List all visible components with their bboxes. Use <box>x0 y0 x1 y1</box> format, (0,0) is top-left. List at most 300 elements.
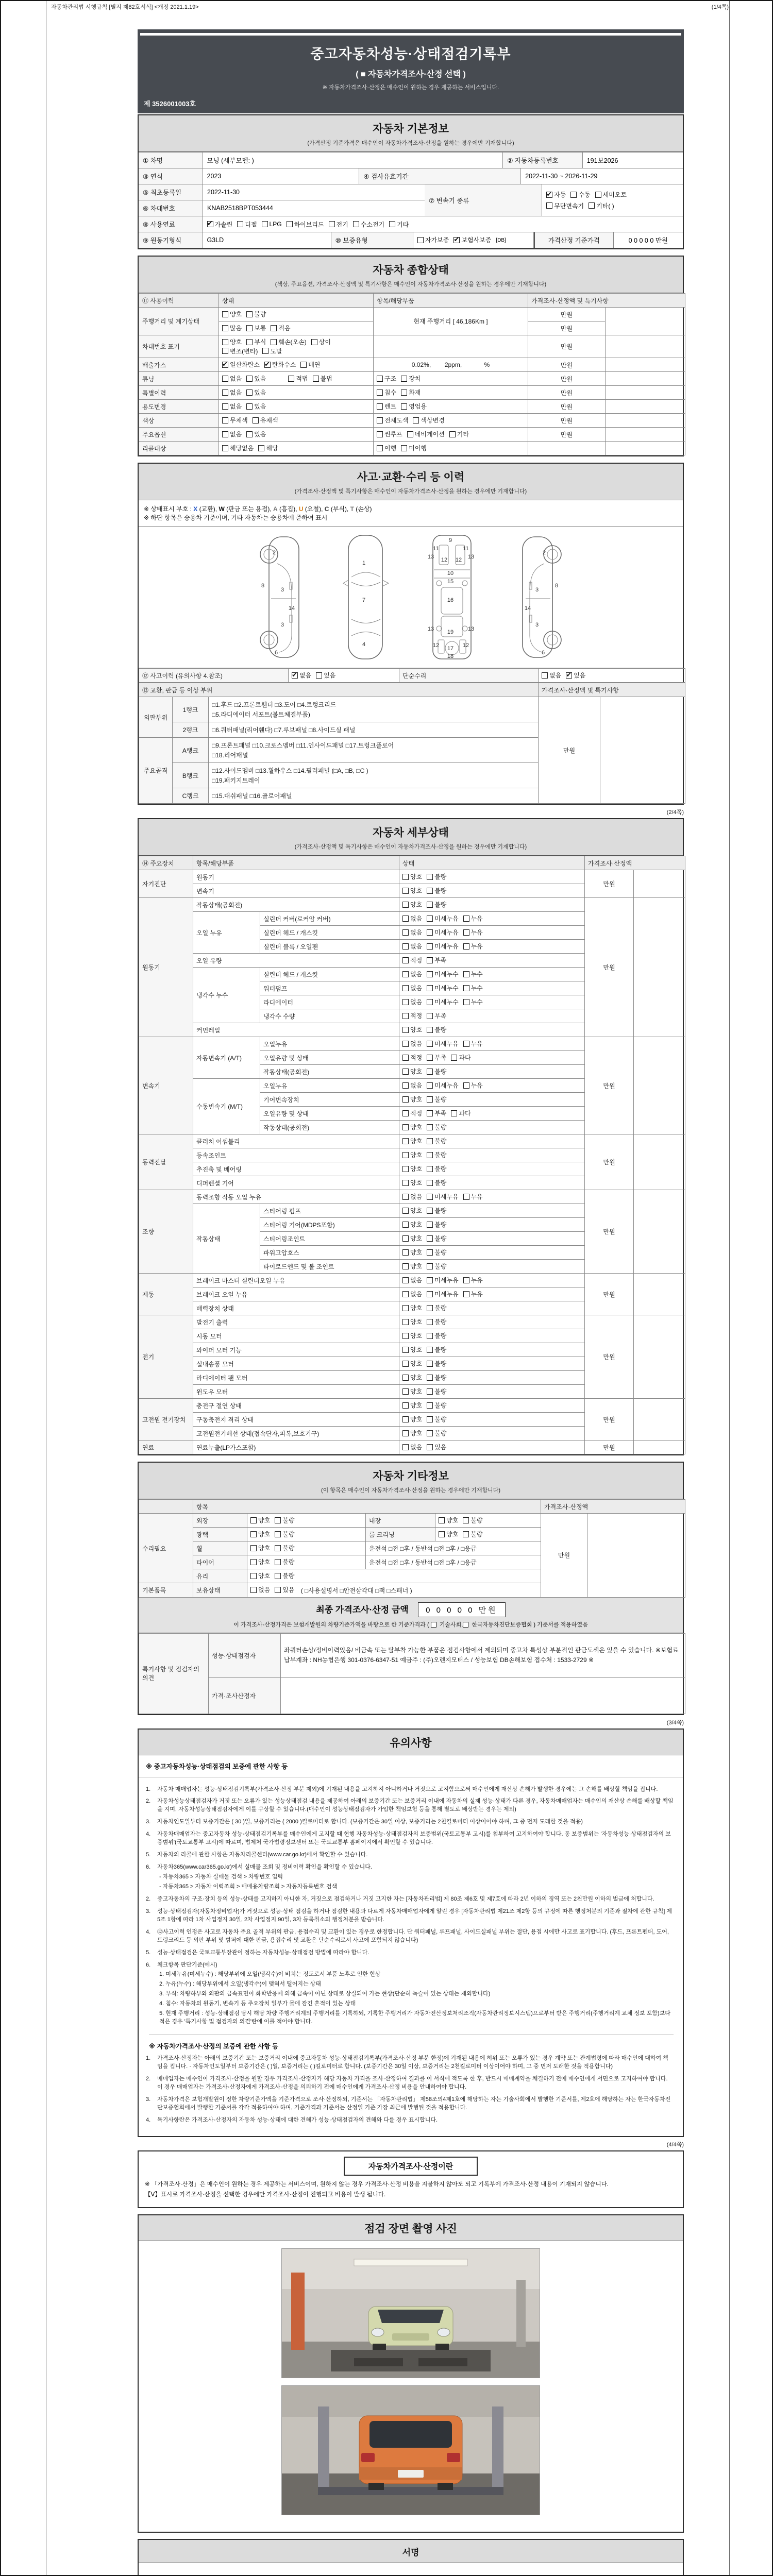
option-적정[interactable] <box>402 1109 422 1117</box>
option-있음[interactable] <box>566 671 585 680</box>
unchecked-checkbox[interactable] <box>246 311 253 317</box>
option-불량[interactable] <box>427 1429 446 1437</box>
unchecked-checkbox[interactable] <box>402 1110 409 1116</box>
unchecked-checkbox[interactable] <box>463 1531 469 1537</box>
unchecked-checkbox[interactable] <box>427 1375 433 1381</box>
unchecked-checkbox[interactable] <box>463 1517 469 1523</box>
checked-checkbox[interactable] <box>207 221 213 227</box>
unchecked-checkbox[interactable] <box>250 1531 257 1537</box>
option-양호[interactable] <box>402 1345 422 1354</box>
unchecked-checkbox[interactable] <box>463 1622 468 1628</box>
unchecked-checkbox[interactable] <box>402 1082 409 1089</box>
unchecked-checkbox[interactable] <box>250 1559 257 1565</box>
option-기타[interactable] <box>389 220 409 229</box>
unchecked-checkbox[interactable] <box>427 1277 433 1283</box>
unchecked-checkbox[interactable] <box>402 1222 409 1228</box>
option-없음[interactable] <box>222 430 242 438</box>
unchecked-checkbox[interactable] <box>222 311 228 317</box>
option-불량[interactable] <box>427 1025 446 1034</box>
option-수동[interactable] <box>570 190 590 199</box>
unchecked-checkbox[interactable] <box>401 389 407 396</box>
unchecked-checkbox[interactable] <box>402 1361 409 1367</box>
unchecked-checkbox[interactable] <box>402 916 409 922</box>
option-적음[interactable] <box>271 324 290 332</box>
option-양호[interactable] <box>402 1317 422 1326</box>
option-없음[interactable] <box>292 671 311 680</box>
checked-checkbox[interactable] <box>453 237 460 243</box>
option-불량[interactable] <box>427 1387 446 1396</box>
unchecked-checkbox[interactable] <box>402 1305 409 1311</box>
option-양호[interactable] <box>402 1067 422 1076</box>
checked-checkbox[interactable] <box>264 362 271 368</box>
unchecked-checkbox[interactable] <box>246 403 253 410</box>
option-많음[interactable] <box>222 324 242 332</box>
unchecked-checkbox[interactable] <box>595 192 601 198</box>
unchecked-checkbox[interactable] <box>570 192 577 198</box>
unchecked-checkbox[interactable] <box>402 957 409 963</box>
unchecked-checkbox[interactable] <box>463 999 469 1005</box>
option-누유[interactable] <box>463 1290 483 1298</box>
unchecked-checkbox[interactable] <box>262 348 268 354</box>
option-양호[interactable] <box>402 1150 422 1159</box>
option-없음[interactable] <box>402 997 422 1006</box>
unchecked-checkbox[interactable] <box>402 1194 409 1200</box>
option-불량[interactable] <box>427 1123 446 1131</box>
unchecked-checkbox[interactable] <box>402 1444 409 1450</box>
unchecked-checkbox[interactable] <box>222 339 228 345</box>
unchecked-checkbox[interactable] <box>463 929 469 936</box>
option-부식[interactable] <box>246 337 266 346</box>
unchecked-checkbox[interactable] <box>463 943 469 950</box>
unchecked-checkbox[interactable] <box>250 1517 257 1523</box>
unchecked-checkbox[interactable] <box>402 1152 409 1158</box>
option-미세누유[interactable] <box>427 1290 458 1298</box>
option-수소전기[interactable] <box>353 220 384 229</box>
unchecked-checkbox[interactable] <box>402 1208 409 1214</box>
rank-item-line[interactable]: □5.라디에이터 서포트(볼트체결부품) <box>212 711 310 718</box>
unchecked-checkbox[interactable] <box>427 1180 433 1186</box>
unchecked-checkbox[interactable] <box>246 325 253 331</box>
option-양호[interactable] <box>250 1571 270 1580</box>
unchecked-checkbox[interactable] <box>427 874 433 880</box>
unchecked-checkbox[interactable] <box>275 1531 281 1537</box>
option-불법[interactable] <box>313 374 332 383</box>
option-없음[interactable] <box>402 1276 422 1284</box>
unchecked-checkbox[interactable] <box>402 1416 409 1422</box>
option-자동[interactable] <box>546 190 566 199</box>
option-없음[interactable] <box>402 1290 422 1298</box>
rank-item-line[interactable]: □19.패키지트레이 <box>212 777 260 784</box>
unchecked-checkbox[interactable] <box>427 916 433 922</box>
unchecked-checkbox[interactable] <box>402 1319 409 1325</box>
unchecked-checkbox[interactable] <box>427 971 433 977</box>
option-불량[interactable] <box>246 310 266 318</box>
option-미세누유[interactable] <box>427 1192 458 1201</box>
option-불량[interactable] <box>427 1178 446 1187</box>
option-부족[interactable] <box>427 1053 446 1062</box>
option-없음[interactable] <box>402 1192 422 1201</box>
unchecked-checkbox[interactable] <box>427 1333 433 1339</box>
unchecked-checkbox[interactable] <box>417 237 424 243</box>
unchecked-checkbox[interactable] <box>316 672 322 679</box>
option-세미오토[interactable] <box>595 190 627 199</box>
option-누수[interactable] <box>463 997 483 1006</box>
option-도말[interactable] <box>262 347 282 355</box>
unchecked-checkbox[interactable] <box>237 221 243 227</box>
option-양호[interactable] <box>222 310 242 318</box>
option-불량[interactable] <box>427 1303 446 1312</box>
option-양호[interactable] <box>402 1401 422 1410</box>
unchecked-checkbox[interactable] <box>402 1180 409 1186</box>
unchecked-checkbox[interactable] <box>427 1263 433 1269</box>
unchecked-checkbox[interactable] <box>275 1559 281 1565</box>
unchecked-checkbox[interactable] <box>402 1249 409 1256</box>
option-미세누유[interactable] <box>427 914 458 923</box>
unchecked-checkbox[interactable] <box>451 1110 457 1116</box>
unchecked-checkbox[interactable] <box>402 1235 409 1242</box>
unchecked-checkbox[interactable] <box>402 985 409 991</box>
option-적법[interactable] <box>288 374 308 383</box>
unchecked-checkbox[interactable] <box>463 1277 469 1283</box>
option-양호[interactable] <box>402 1164 422 1173</box>
unchecked-checkbox[interactable] <box>427 985 433 991</box>
option-불량[interactable] <box>463 1516 482 1524</box>
rank-item-line[interactable]: □15.대쉬패널 □16.플로어패널 <box>212 792 292 800</box>
unchecked-checkbox[interactable] <box>402 1402 409 1409</box>
unchecked-checkbox[interactable] <box>427 1110 433 1116</box>
unchecked-checkbox[interactable] <box>427 1027 433 1033</box>
option-양호[interactable] <box>250 1544 270 1552</box>
option-양호[interactable] <box>222 337 242 346</box>
option-불량[interactable] <box>427 1345 446 1354</box>
option-양호[interactable] <box>402 1095 422 1104</box>
unchecked-checkbox[interactable] <box>463 985 469 991</box>
option-이행[interactable] <box>377 444 396 452</box>
unchecked-checkbox[interactable] <box>427 1444 433 1450</box>
option-양호[interactable] <box>402 1178 422 1187</box>
unchecked-checkbox[interactable] <box>463 1194 469 1200</box>
unchecked-checkbox[interactable] <box>402 1430 409 1436</box>
unchecked-checkbox[interactable] <box>402 902 409 908</box>
option-불량[interactable] <box>427 1067 446 1076</box>
option-누유[interactable] <box>463 1039 483 1048</box>
unchecked-checkbox[interactable] <box>427 929 433 936</box>
option-없음[interactable] <box>222 388 242 397</box>
unchecked-checkbox[interactable] <box>439 1517 445 1523</box>
unchecked-checkbox[interactable] <box>427 1305 433 1311</box>
unchecked-checkbox[interactable] <box>427 1124 433 1130</box>
unchecked-checkbox[interactable] <box>402 874 409 880</box>
option-전체도색[interactable] <box>377 416 408 425</box>
option-불량[interactable] <box>427 1095 446 1104</box>
unchecked-checkbox[interactable] <box>222 403 228 410</box>
option-누유[interactable] <box>463 914 483 923</box>
signature-area[interactable] <box>139 2563 683 2576</box>
option-불량[interactable] <box>275 1516 294 1524</box>
option-장치[interactable] <box>401 374 421 383</box>
unchecked-checkbox[interactable] <box>427 1361 433 1367</box>
option-있음[interactable] <box>316 671 335 680</box>
unchecked-checkbox[interactable] <box>275 1587 281 1593</box>
option-부족[interactable] <box>427 956 446 964</box>
unchecked-checkbox[interactable] <box>427 1166 433 1172</box>
unchecked-checkbox[interactable] <box>542 672 548 679</box>
option-있음[interactable] <box>246 430 266 438</box>
unchecked-checkbox[interactable] <box>288 376 294 382</box>
option-무채색[interactable] <box>222 416 248 425</box>
option-누유[interactable] <box>463 1081 483 1090</box>
unchecked-checkbox[interactable] <box>222 445 228 451</box>
unchecked-checkbox[interactable] <box>377 445 383 451</box>
option-있음[interactable] <box>275 1585 294 1594</box>
unchecked-checkbox[interactable] <box>402 999 409 1005</box>
unchecked-checkbox[interactable] <box>402 1096 409 1103</box>
option-기타( )[interactable] <box>589 201 614 210</box>
option-없음[interactable] <box>250 1585 270 1594</box>
unchecked-checkbox[interactable] <box>427 1222 433 1228</box>
unchecked-checkbox[interactable] <box>311 339 317 345</box>
unchecked-checkbox[interactable] <box>402 1277 409 1283</box>
option-침수[interactable] <box>377 388 396 397</box>
unchecked-checkbox[interactable] <box>427 1069 433 1075</box>
option-전기[interactable] <box>329 220 348 229</box>
unchecked-checkbox[interactable] <box>427 1138 433 1144</box>
option-미세누유[interactable] <box>427 942 458 951</box>
option-양호[interactable] <box>402 1123 422 1131</box>
option-불량[interactable] <box>427 1150 446 1159</box>
option-불량[interactable] <box>427 1137 446 1145</box>
option-보험사보증[interactable] <box>453 235 491 244</box>
unchecked-checkbox[interactable] <box>253 417 259 423</box>
option-없음[interactable] <box>402 942 422 951</box>
unchecked-checkbox[interactable] <box>439 1531 445 1537</box>
option-불량[interactable] <box>427 1262 446 1270</box>
unchecked-checkbox[interactable] <box>262 221 268 227</box>
option-불량[interactable] <box>427 900 446 909</box>
option-양호[interactable] <box>250 1516 270 1524</box>
option-디젤[interactable] <box>237 220 257 229</box>
unchecked-checkbox[interactable] <box>300 362 307 368</box>
unchecked-checkbox[interactable] <box>427 1249 433 1256</box>
option-적정[interactable] <box>402 956 422 964</box>
option-불량[interactable] <box>427 1220 446 1229</box>
unchecked-checkbox[interactable] <box>402 1375 409 1381</box>
option-썬루프[interactable] <box>377 430 402 438</box>
option-불량[interactable] <box>427 1331 446 1340</box>
option-보통[interactable] <box>246 324 266 332</box>
option-해당[interactable] <box>258 444 278 452</box>
unchecked-checkbox[interactable] <box>389 221 395 227</box>
option-상이[interactable] <box>311 337 331 346</box>
option-누수[interactable] <box>463 970 483 978</box>
unchecked-checkbox[interactable] <box>427 1416 433 1422</box>
option-미세누유[interactable] <box>427 928 458 937</box>
unchecked-checkbox[interactable] <box>353 221 359 227</box>
option-없음[interactable] <box>402 1081 422 1090</box>
unchecked-checkbox[interactable] <box>222 431 228 437</box>
option-양호[interactable] <box>402 1387 422 1396</box>
option-있음[interactable] <box>427 1443 446 1451</box>
option-누유[interactable] <box>463 1192 483 1201</box>
option-양호[interactable] <box>402 1429 422 1437</box>
option-화재[interactable] <box>401 388 421 397</box>
option-불량[interactable] <box>427 1359 446 1368</box>
unchecked-checkbox[interactable] <box>402 1027 409 1033</box>
unchecked-checkbox[interactable] <box>329 221 335 227</box>
option-변조(변타)[interactable] <box>222 347 258 355</box>
option-구조[interactable] <box>377 374 396 383</box>
unchecked-checkbox[interactable] <box>402 1388 409 1395</box>
option-미세누수[interactable] <box>427 984 458 992</box>
unchecked-checkbox[interactable] <box>427 1208 433 1214</box>
option-불량[interactable] <box>427 1164 446 1173</box>
unchecked-checkbox[interactable] <box>427 1347 433 1353</box>
unchecked-checkbox[interactable] <box>258 445 264 451</box>
unchecked-checkbox[interactable] <box>287 221 293 227</box>
option-누수[interactable] <box>463 984 483 992</box>
unchecked-checkbox[interactable] <box>222 389 228 396</box>
unchecked-checkbox[interactable] <box>402 1263 409 1269</box>
option-양호[interactable] <box>402 1206 422 1215</box>
option-불량[interactable] <box>427 1401 446 1410</box>
option-없음[interactable] <box>402 1443 422 1451</box>
option-가솔린[interactable] <box>207 220 233 229</box>
option-미세누유[interactable] <box>427 1276 458 1284</box>
option-불량[interactable] <box>275 1544 294 1552</box>
option-양호[interactable] <box>250 1530 270 1538</box>
unchecked-checkbox[interactable] <box>427 999 433 1005</box>
unchecked-checkbox[interactable] <box>246 389 253 396</box>
option-불량[interactable] <box>275 1557 294 1566</box>
unchecked-checkbox[interactable] <box>271 339 277 345</box>
option-기타[interactable] <box>449 430 469 438</box>
unchecked-checkbox[interactable] <box>449 431 456 437</box>
unchecked-checkbox[interactable] <box>427 1388 433 1395</box>
option-있음[interactable] <box>246 388 266 397</box>
rank-item-line[interactable]: □12.사이드멤버 □13.휠하우스 □14.필러패널 (□A, □B, □C ) <box>212 767 368 774</box>
option-없음[interactable] <box>542 671 561 680</box>
option-없음[interactable] <box>402 970 422 978</box>
rank-item-line[interactable]: □6.쿼터패널(리어휀다) □7.루브패널 □8.사이드실 패널 <box>212 726 356 734</box>
unchecked-checkbox[interactable] <box>427 1082 433 1089</box>
option-양호[interactable] <box>402 1331 422 1340</box>
unchecked-checkbox[interactable] <box>463 1082 469 1089</box>
option-불량[interactable] <box>427 1234 446 1243</box>
option-불량[interactable] <box>427 886 446 895</box>
unchecked-checkbox[interactable] <box>377 431 383 437</box>
unchecked-checkbox[interactable] <box>589 202 595 209</box>
option-양호[interactable] <box>402 1220 422 1229</box>
unchecked-checkbox[interactable] <box>463 1041 469 1047</box>
option-미이행[interactable] <box>401 444 427 452</box>
option-없음[interactable] <box>402 928 422 937</box>
unchecked-checkbox[interactable] <box>402 1069 409 1075</box>
unchecked-checkbox[interactable] <box>431 1622 436 1628</box>
option-있음[interactable] <box>246 402 266 411</box>
price-survey-select-line[interactable]: ( ■ 자동차가격조사·산정 선택 ) <box>356 70 466 79</box>
option-양호[interactable] <box>402 886 422 895</box>
option-양호[interactable] <box>402 1248 422 1257</box>
unchecked-checkbox[interactable] <box>377 376 383 382</box>
unchecked-checkbox[interactable] <box>377 403 383 410</box>
option-일산화탄소[interactable] <box>222 360 260 369</box>
option-렌트[interactable] <box>377 402 396 411</box>
unchecked-checkbox[interactable] <box>275 1545 281 1551</box>
option-양호[interactable] <box>402 1373 422 1382</box>
option-무단변속기[interactable] <box>546 201 584 210</box>
option-불량[interactable] <box>427 1317 446 1326</box>
unchecked-checkbox[interactable] <box>402 1041 409 1047</box>
option-부족[interactable] <box>427 1011 446 1020</box>
option-양호[interactable] <box>402 1262 422 1270</box>
unchecked-checkbox[interactable] <box>546 202 552 209</box>
unchecked-checkbox[interactable] <box>427 943 433 950</box>
option-적정[interactable] <box>402 1053 422 1062</box>
unchecked-checkbox[interactable] <box>401 376 407 382</box>
option-양호[interactable] <box>250 1557 270 1566</box>
unchecked-checkbox[interactable] <box>427 1055 433 1061</box>
unchecked-checkbox[interactable] <box>402 1138 409 1144</box>
unchecked-checkbox[interactable] <box>427 888 433 894</box>
unchecked-checkbox[interactable] <box>427 1041 433 1047</box>
unchecked-checkbox[interactable] <box>246 431 253 437</box>
unchecked-checkbox[interactable] <box>427 1096 433 1103</box>
unchecked-checkbox[interactable] <box>463 1291 469 1297</box>
checked-checkbox[interactable] <box>546 192 552 198</box>
option-LPG[interactable] <box>262 221 282 228</box>
unchecked-checkbox[interactable] <box>222 325 228 331</box>
unchecked-checkbox[interactable] <box>377 389 383 396</box>
unchecked-checkbox[interactable] <box>250 1573 257 1579</box>
unchecked-checkbox[interactable] <box>275 1517 281 1523</box>
unchecked-checkbox[interactable] <box>427 1152 433 1158</box>
unchecked-checkbox[interactable] <box>407 431 413 437</box>
unchecked-checkbox[interactable] <box>427 1235 433 1242</box>
option-유채색[interactable] <box>253 416 278 425</box>
unchecked-checkbox[interactable] <box>402 1055 409 1061</box>
unchecked-checkbox[interactable] <box>246 339 253 345</box>
unchecked-checkbox[interactable] <box>402 971 409 977</box>
option-누유[interactable] <box>463 1276 483 1284</box>
unchecked-checkbox[interactable] <box>402 1124 409 1130</box>
unchecked-checkbox[interactable] <box>427 1013 433 1019</box>
unchecked-checkbox[interactable] <box>402 929 409 936</box>
unchecked-checkbox[interactable] <box>451 1055 457 1061</box>
option-매연[interactable] <box>300 360 320 369</box>
unchecked-checkbox[interactable] <box>402 1166 409 1172</box>
option-불량[interactable] <box>275 1571 294 1580</box>
unchecked-checkbox[interactable] <box>250 1545 257 1551</box>
unchecked-checkbox[interactable] <box>246 376 253 382</box>
unchecked-checkbox[interactable] <box>427 1430 433 1436</box>
rank-item-line[interactable]: □1.후드 □2.프론트휀더 □3.도어 □4.트렁크리드 <box>212 701 337 708</box>
unchecked-checkbox[interactable] <box>413 417 419 423</box>
option-없음[interactable] <box>402 984 422 992</box>
option-양호[interactable] <box>439 1516 458 1524</box>
option-영업용[interactable] <box>401 402 427 411</box>
option-양호[interactable] <box>402 900 422 909</box>
option-자가보증[interactable] <box>417 235 449 244</box>
option-미세누수[interactable] <box>427 997 458 1006</box>
unchecked-checkbox[interactable] <box>402 1333 409 1339</box>
unchecked-checkbox[interactable] <box>427 902 433 908</box>
checked-checkbox[interactable] <box>222 362 228 368</box>
rank-item-line[interactable]: □9.프론트패널 □10.크로스멤버 □11.인사이드패널 □17.트렁크플로어 <box>212 742 394 749</box>
unchecked-checkbox[interactable] <box>377 417 383 423</box>
rank-item-line[interactable]: □18.리어패널 <box>212 752 248 759</box>
unchecked-checkbox[interactable] <box>275 1573 281 1579</box>
unchecked-checkbox[interactable] <box>402 943 409 950</box>
